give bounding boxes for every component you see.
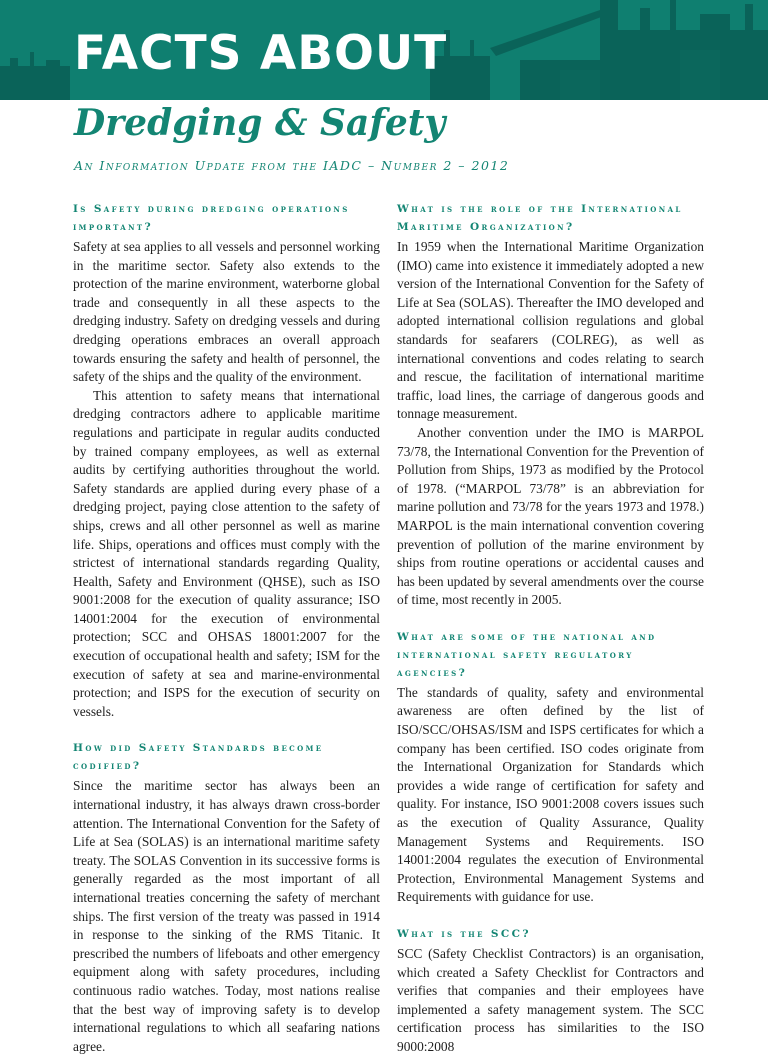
paragraph: SCC (Safety Checklist Contractors) is an organisation, which created a Safety Checklist for Contractors and verifies that companies and their employees have implemented a safety management system. The SCC certification process has similarities to the ISO 9000:2008: [397, 946, 704, 1054]
left-column: [73, 200, 380, 1056]
paragraph: In 1959 when the International Maritime Organization (IMO) came into existence it immediately adopted a new version of the International Convention for the Safety of Life at Sea (SOLAS). Thereafter the IMO developed and adopted international collision regulations and global standards for seafarers (COLREG), as well as international conventions and codes relating to search and rescue, the facilitation of international maritime traffic, load lines, the carriage of dangerous goods and tonnage measurement.: [397, 239, 704, 422]
section-heading: What is the SCC?: [397, 928, 531, 940]
header-banner: [0, 0, 768, 100]
section-scc: [397, 925, 704, 1057]
paragraph: Safety at sea applies to all vessels and personnel working in the maritime sector. Safety also extends to the protection of the marine environment, waterborne global trade and consequently in all these aspects to the dredging industry. Safety on dredging vessels and during dredging operations embraces an overall approach towards ensuring the safety and health of personnel, the safety of the ships and the quality of the environment.: [73, 239, 380, 385]
section-heading: What are some of the national and international safety regulatory agencies?: [397, 630, 657, 679]
paragraph: The standards of quality, safety and environmental awareness are often defined by the list of ISO/SCC/OHSAS/ISM and ISPS certificates for which a company has been certified. ISO codes originate from the International Organization for Standards which provides a wide range of certification for safety and quality. For instance, ISO 9001:2008 covers issues such as the execution of Quality Assurance, Quality Management Systems and Requirements. ISO 14001:2004 regulates the execution of Environmental Protection, Environmental Management Systems and Requirements with guidance for use.: [397, 684, 704, 905]
issue-info: An Information Update from the IADC – Number 2 – 2012: [74, 158, 510, 173]
section-imo-role: [397, 200, 704, 610]
section-regulatory-agencies: [397, 628, 704, 907]
document-subtitle: Dredging & Safety: [74, 102, 446, 144]
section-safety-importance: [73, 200, 380, 721]
paragraph: Another convention under the IMO is MARPOL 73/78, the International Convention for the Prevention of Pollution from Ships, 1973 as modified by the Protocol of 1978. (“MARPOL 73/78” is an abbreviation for marine pollution and 73/78 for the years 1973 and 1978.) MARPOL is the main international convention covering prevention of pollution of the marine environment by ships from routine operations or accidental causes and has been updated by several amendments over the course of time, most recently in 2005.: [397, 424, 704, 608]
section-heading: How did Safety Standards become codified?: [73, 742, 324, 773]
paragraph: Since the maritime sector has always been an international industry, it has always drawn cross-border attention. The International Convention for the Safety of Life at Sea (SOLAS) is an international maritime safety treaty. The SOLAS Convention in its successive forms is generally regarded as the most important of all international treaties concerning the safety of merchant ships. The first version of the treaty was passed in 1914 in response to the sinking of the RMS Titanic. It prescribed the numbers of lifeboats and other emergency equipment along with safety procedures, including continuous radio watches. Today, most nations realise that the best way of improving safety is to develop international regulations to which all seafaring nations agree.: [73, 778, 380, 1054]
section-heading: What is the role of the International Maritime Organization?: [397, 203, 683, 233]
right-column: [397, 200, 704, 1057]
banner-title: FACTS ABOUT: [74, 26, 448, 81]
section-heading: Is Safety during dredging operations important?: [73, 203, 350, 233]
paragraph: This attention to safety means that international dredging contractors adhere to applicable maritime regulations and participate in regular audits conducted by trained company employees, as well as external audits by certifying authorities throughout the world. Safety standards are applied during every phase of a dredging project, paying close attention to the safety of ships, crews and all other personnel as well as marine life. Ships, operations and offices must comply with the strictest of international standards regarding Quality, Health, Safety and Environment (QHSE), such as ISO 9001:2008 for the execution of quality assurance; ISO 14001:2004 for the execution of environmental protection; SCC and OHSAS 18001:2007 for the execution of occupational health and safety; ISM for the execution of safety at sea and marine-environmental protection; and ISPS for the execution of security on vessels.: [73, 387, 380, 719]
section-codified-standards: [73, 739, 380, 1056]
